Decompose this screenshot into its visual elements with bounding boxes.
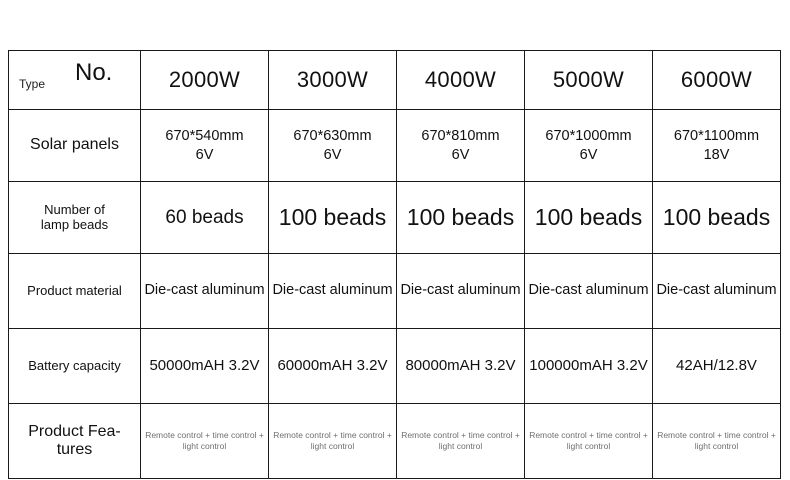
cell-line2: aluminum	[201, 282, 265, 299]
header-model-3000w: 3000W	[269, 51, 397, 110]
row-label-line1: Number of	[44, 201, 105, 217]
cell-solar-4000w	[397, 110, 525, 182]
table-row	[9, 404, 781, 479]
cell-solar-2000w	[141, 110, 269, 182]
cell-line1: Remote control + time	[401, 429, 485, 440]
table-row	[9, 110, 781, 182]
cell-features-3000w	[269, 404, 397, 479]
cell-line1: Remote control + time	[657, 429, 741, 440]
cell-line2: 18V	[703, 146, 730, 163]
header-type-label: Type	[19, 77, 46, 91]
cell-line2: 6V	[451, 146, 470, 163]
row-label-line2: lamp beads	[40, 216, 109, 232]
row-label-product-features	[9, 404, 141, 479]
cell-battery-5000w	[525, 329, 653, 404]
cell-line1: Die-cast	[528, 282, 582, 299]
specification-table	[8, 50, 781, 479]
cell-line1: Remote control + time	[145, 429, 229, 440]
cell-line2: 6V	[195, 146, 214, 163]
cell-battery-2000w	[141, 329, 269, 404]
cell-line1: 60000mAH	[277, 357, 353, 375]
cell-battery-3000w	[269, 329, 397, 404]
cell-line2: aluminum	[457, 282, 521, 299]
table-row	[9, 329, 781, 404]
cell-material-5000w	[525, 254, 653, 329]
cell-line2: aluminum	[585, 282, 649, 299]
cell-battery-4000w	[397, 329, 525, 404]
table-row	[9, 254, 781, 329]
cell-line1: 670*630mm	[293, 127, 372, 144]
cell-line2: control + light control	[310, 429, 392, 451]
cell-line1: Die-cast	[400, 282, 454, 299]
header-model-6000w: 6000W	[653, 51, 781, 110]
header-model-5000w: 5000W	[525, 51, 653, 110]
cell-beads-6000w: 100 beads	[653, 182, 781, 254]
row-label-line1: Product Fea-	[28, 422, 121, 440]
cell-line2: 3.2V	[356, 357, 388, 375]
table-row	[9, 182, 781, 254]
cell-line2: 6V	[579, 146, 598, 163]
header-model-2000w: 2000W	[141, 51, 269, 110]
cell-material-6000w	[653, 254, 781, 329]
cell-line1: Die-cast	[144, 282, 198, 299]
cell-line1: 100000mAH	[529, 357, 613, 375]
cell-beads-4000w: 100 beads	[397, 182, 525, 254]
cell-features-6000w	[653, 404, 781, 479]
row-label-line2: tures	[56, 441, 93, 458]
cell-line1: 50000mAH	[149, 357, 225, 375]
cell-line1: 670*810mm	[421, 127, 500, 144]
cell-line2: aluminum	[713, 282, 777, 299]
cell-line1: Die-cast	[272, 282, 326, 299]
table-header-row	[9, 51, 781, 110]
cell-line1: Remote control + time	[529, 429, 613, 440]
cell-material-3000w	[269, 254, 397, 329]
row-label-lamp-beads	[9, 182, 141, 254]
cell-material-2000w	[141, 254, 269, 329]
cell-features-4000w	[397, 404, 525, 479]
cell-beads-3000w: 100 beads	[269, 182, 397, 254]
cell-line2: control + light control	[566, 429, 648, 451]
cell-line2: aluminum	[329, 282, 393, 299]
cell-material-4000w	[397, 254, 525, 329]
header-type-no-cell	[9, 51, 141, 110]
cell-solar-3000w	[269, 110, 397, 182]
cell-line1: 670*1100mm	[673, 127, 760, 144]
row-label-battery-capacity: Battery capacity	[9, 329, 141, 404]
row-label-product-material: Product material	[9, 254, 141, 329]
cell-solar-5000w	[525, 110, 653, 182]
cell-line1: 670*540mm	[165, 127, 244, 144]
cell-features-5000w	[525, 404, 653, 479]
cell-battery-6000w	[653, 329, 781, 404]
cell-line2: 3.2V	[484, 357, 516, 375]
row-label-solar-panels: Solar panels	[9, 110, 141, 182]
cell-line2: 3.2V	[228, 357, 260, 375]
header-no-label: No.	[75, 59, 113, 86]
cell-line1: 670*1000mm	[545, 127, 632, 144]
cell-features-2000w	[141, 404, 269, 479]
cell-line1: 42AH/12.8V	[676, 357, 757, 375]
cell-line2: 6V	[323, 146, 342, 163]
cell-line1: Remote control + time	[273, 429, 357, 440]
cell-line2: control + light control	[182, 429, 264, 451]
cell-line1: 80000mAH	[405, 357, 481, 375]
cell-line2: 3.2V	[616, 357, 648, 375]
cell-line2: control + light control	[694, 429, 776, 451]
cell-line2: control + light control	[438, 429, 520, 451]
header-model-4000w: 4000W	[397, 51, 525, 110]
cell-beads-5000w: 100 beads	[525, 182, 653, 254]
cell-solar-6000w	[653, 110, 781, 182]
cell-line1: Die-cast	[656, 282, 710, 299]
cell-beads-2000w: 60 beads	[141, 182, 269, 254]
